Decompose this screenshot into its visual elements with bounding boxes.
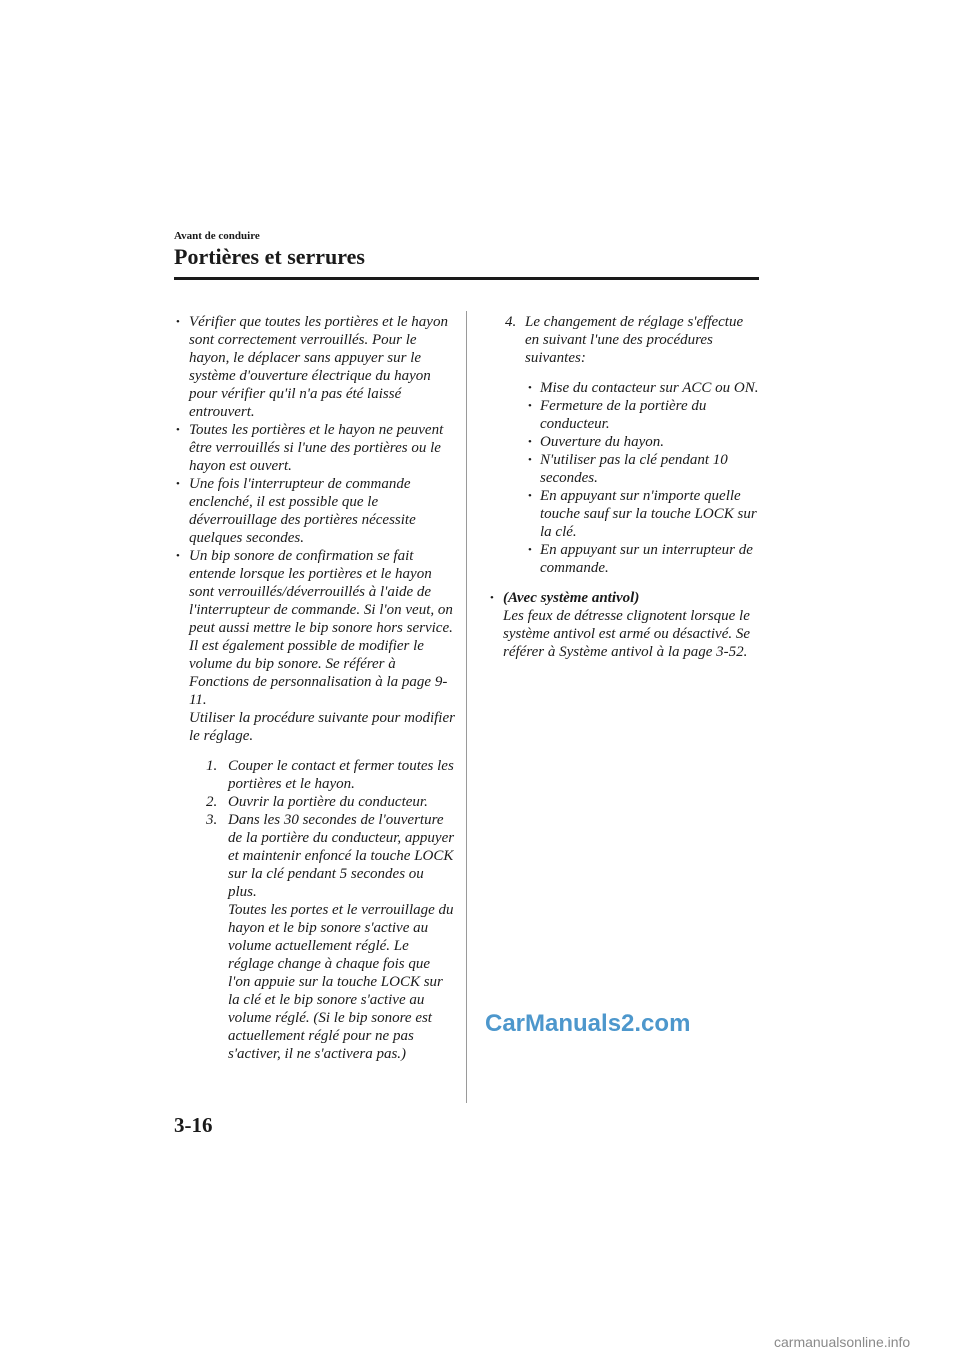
bullet-item-beep bbox=[174, 547, 456, 1063]
beep-paragraph: Utiliser la procédure suivante pour modifier le réglage. bbox=[189, 710, 455, 744]
right-bullet-list bbox=[488, 589, 760, 661]
footer-url[interactable]: carmanualsonline.info bbox=[774, 1334, 911, 1350]
beep-paragraph: Un bip sonore de confirmation se fait entende lorsque les portières et le hayon sont verrouillés/déverrouillés à l'aide de l'interrupteur de commande. Si l'on veut, on peut aussi mettre le bip sonore hors service. bbox=[189, 548, 453, 636]
bullet-item: • Une fois l'interrupteur de commande enclenché, il est possible que le déverrouillage des portières nécessite quelques secondes. bbox=[174, 475, 456, 547]
step-number: 2. bbox=[206, 794, 218, 810]
step-number: 3. bbox=[206, 812, 218, 828]
column-divider bbox=[466, 311, 467, 1103]
page-title: Portières et serrures bbox=[174, 244, 365, 269]
title-rule bbox=[174, 277, 759, 280]
watermark-logo: CarManuals2.com bbox=[485, 1010, 691, 1037]
step-text-continued: Toutes les portes et le verrouillage du hayon et le bip sonore s'active au volume actuellement réglé. Le réglage change à chaque fois que l'on appuie sur la touche LOCK sur la clé et le bip sonore s'active au volume réglé. (Si le bip sonore est actuellement réglé pour ne pas s'activer, il ne s'activera pas.) bbox=[228, 902, 454, 1062]
bullet-item: • Toutes les portières et le hayon ne peuvent être verrouillés si l'une des portières ou le hayon est ouvert. bbox=[174, 421, 456, 475]
step-text: Le changement de réglage s'effectue en suivant l'une des procédures suivantes: bbox=[525, 314, 744, 366]
step-text: Ouvrir la portière du conducteur. bbox=[228, 794, 428, 810]
condition-item: • Mise du contacteur sur ACC ou ON. bbox=[488, 379, 760, 397]
step-number: 4. bbox=[505, 314, 517, 330]
antivol-heading: • (Avec système antivol) bbox=[503, 590, 640, 606]
beep-paragraph: Il est également possible de modifier le volume du bip sonore. Se référer à Fonctions de personnalisation à la page 9-11. bbox=[189, 638, 448, 708]
page-number: 3-16 bbox=[174, 1113, 213, 1137]
step-text: Couper le contact et fermer toutes les portières et le hayon. bbox=[228, 758, 454, 792]
condition-item: • En appuyant sur un interrupteur de commande. bbox=[488, 541, 760, 577]
condition-item: • Ouverture du hayon. bbox=[488, 433, 760, 451]
section-label: Avant de conduire bbox=[174, 230, 260, 242]
procedure-step bbox=[189, 757, 456, 793]
reset-conditions-list bbox=[488, 379, 760, 577]
procedure-step bbox=[189, 811, 456, 1063]
step-number: 1. bbox=[206, 758, 218, 774]
left-bullet-list bbox=[174, 313, 456, 1063]
left-column bbox=[174, 313, 456, 1063]
step-text: Dans les 30 secondes de l'ouverture de la portière du conducteur, appuyer et maintenir enfoncé la touche LOCK sur la clé pendant 5 secondes ou plus. bbox=[228, 812, 455, 900]
condition-item: • N'utiliser pas la clé pendant 10 secondes. bbox=[488, 451, 760, 487]
procedure-steps bbox=[189, 757, 456, 1063]
bullet-item: • Vérifier que toutes les portières et le hayon sont correctement verrouillés. Pour le hayon, le déplacer sans appuyer sur le système d'ouverture électrique du hayon pour vérifier qu'il n'a pas été laissé entrouvert. bbox=[174, 313, 456, 421]
antivol-bullet bbox=[488, 589, 760, 661]
condition-item: • Fermeture de la portière du conducteur. bbox=[488, 397, 760, 433]
condition-item: • En appuyant sur n'importe quelle touche sauf sur la touche LOCK sur la clé. bbox=[488, 487, 760, 541]
procedure-step bbox=[488, 313, 760, 367]
antivol-text: Les feux de détresse clignotent lorsque le système antivol est armé ou désactivé. Se référer à Système antivol à la page 3-52. bbox=[503, 608, 751, 660]
procedure-step bbox=[189, 793, 456, 811]
right-column bbox=[488, 313, 760, 661]
procedure-steps-continued bbox=[488, 313, 760, 367]
